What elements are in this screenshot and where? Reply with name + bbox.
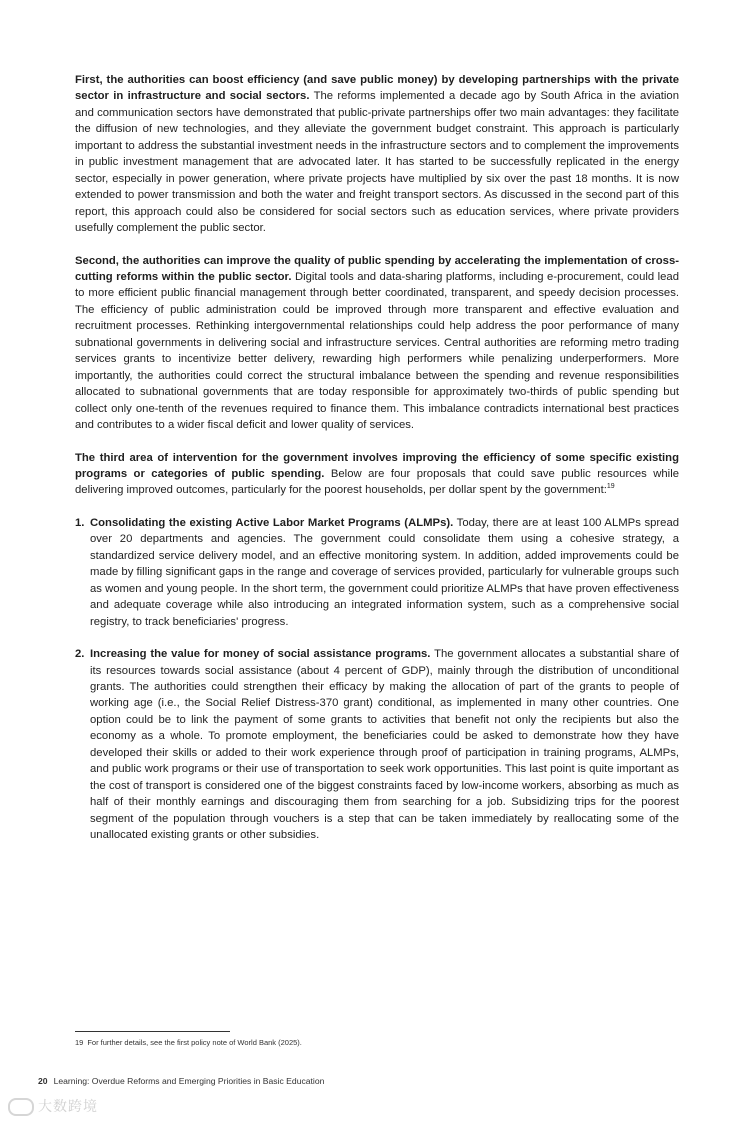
list-item [75,646,679,843]
paragraph-lead: The third area of intervention for the government involves improving the efficiency of some specific existing programs or categories of public spending. [75,451,679,480]
paragraph-cross-cutting-reforms [75,253,679,434]
footnote-reference[interactable]: 19 [606,483,615,491]
watermark [8,1096,98,1116]
list-item-lead: Consolidating the existing Active Labor Market Programs (ALMPs). [90,516,454,529]
list-item-lead: Increasing the value for money of social assistance programs. [90,648,431,661]
list-item-number: 2. [75,648,85,661]
list-item [75,515,679,630]
footnote-number: 19 [75,1038,84,1047]
paragraph-lead: First, the authorities can boost efficiency (and save public money) by developing partnerships with the private sector in infrastructure and social sectors. [75,74,679,103]
footnote-divider [75,1031,230,1032]
paragraph-text: Digital tools and data-sharing platforms, including e-procurement, could lead to more efficient public financial management through better coordinated, transparent, and speedy decision processes. The efficiency of public administration could be improved through more transparent and effective evaluation and recruitment processes. Rethinking intergovernmental relationships could help address the poor performance of many subnational governments in delivering social and infrastructure services. Central authorities are reforming metro trading services grants to incentivize better delivery, rewarding high performers while penalizing underperformers. More importantly, the authorities could correct the structural imbalance between the spending and revenue responsibilities allocated to subnational governments that are today responsible for approximately two-thirds of public spending but collect only one-tenth of the revenues required to finance them. This imbalance contradicts international best practices and contributes to a wider fiscal deficit and lower quality of services. [75,270,679,432]
proposals-list [75,515,679,844]
paragraph-text: Below are four proposals that could save public resources while delivering improved outcomes, particularly for the poorest households, per dollar spent by the government: [75,467,679,497]
list-item-text: The government allocates a substantial share of its resources towards social assistance (about 4 percent of GDP), mainly through the distribution of unconditional grants. The authorities could strengthen their efficacy by making the allocation of part of the grants to people of working age (i.e., the Social Relief Distress-370 grant) conditional, as implemented in many other countries. One option could be to link the payment of some grants to activities that benefit not only the recipients but also the economy as a whole. To promote employment, the beneficiaries could be asked to demonstrate how they have developed their skills or added to their work experience through proof of participation in training programs, ALMPs, and public work programs or their use of transportation to seek work opportunities. This last point is quite important as the cost of transport is considered one of the biggest constraints faced by low-income workers, absorbing as much as half of their monthly earnings and discouraging them from searching for a job. Subsidizing trips for the poorest segment of the population through vouchers is a step that can be taken immediately by reallocating some of the unallocated existing grants or other subsidies. [90,648,679,842]
running-title: Learning: Overdue Reforms and Emerging Priorities in Basic Education [53,1076,325,1086]
footnote-text: For further details, see the first policy note of World Bank (2025). [87,1038,302,1047]
body-text [75,72,679,859]
page-footer [38,1076,324,1086]
list-item-number: 1. [75,516,85,529]
paragraph-lead: Second, the authorities can improve the quality of public spending by accelerating the implementation of cross-cutting reforms within the public sector. [75,254,679,283]
paragraph-text: The reforms implemented a decade ago by South Africa in the aviation and communication sectors have demonstrated that public-private partnerships offer two main advantages: they facilitate the diffusion of new technologies, and they alleviate the government budget constraint. This approach is particularly important to address the substantial investment needs in the infrastructure sectors and to complement the improvements in public investment management that are advocated later. It has started to be successfully replicated in the energy sector, especially in power generation, where private projects have multiplied by six over the past 18 months. It is now extended to power transmission and both the water and freight transport sectors. As discussed in the second part of this report, this approach could also be considered for social sectors such as education services, where private providers usefully complement the public sector. [75,90,679,235]
watermark-text: 大数跨境 [38,1099,98,1115]
paragraph-partnerships [75,72,679,237]
watermark-logo-icon [8,1098,34,1116]
footnote [75,1038,302,1047]
page-number: 20 [38,1076,48,1086]
list-item-text: Today, there are at least 100 ALMPs spread over 20 departments and agencies. The government could consolidate them using a cohesive strategy, a standardized service delivery model, and an effective monitoring system. In addition, added improvements could be made by filling significant gaps in the range and coverage of services provided, particularly for vulnerable groups such as women and young people. In the short term, the government could prioritize ALMPs that have proven effectiveness and adequate coverage while also introducing an integrated information system, such as a comprehensive social registry, to track beneficiaries' progress. [90,516,680,628]
paragraph-third-area [75,450,679,499]
